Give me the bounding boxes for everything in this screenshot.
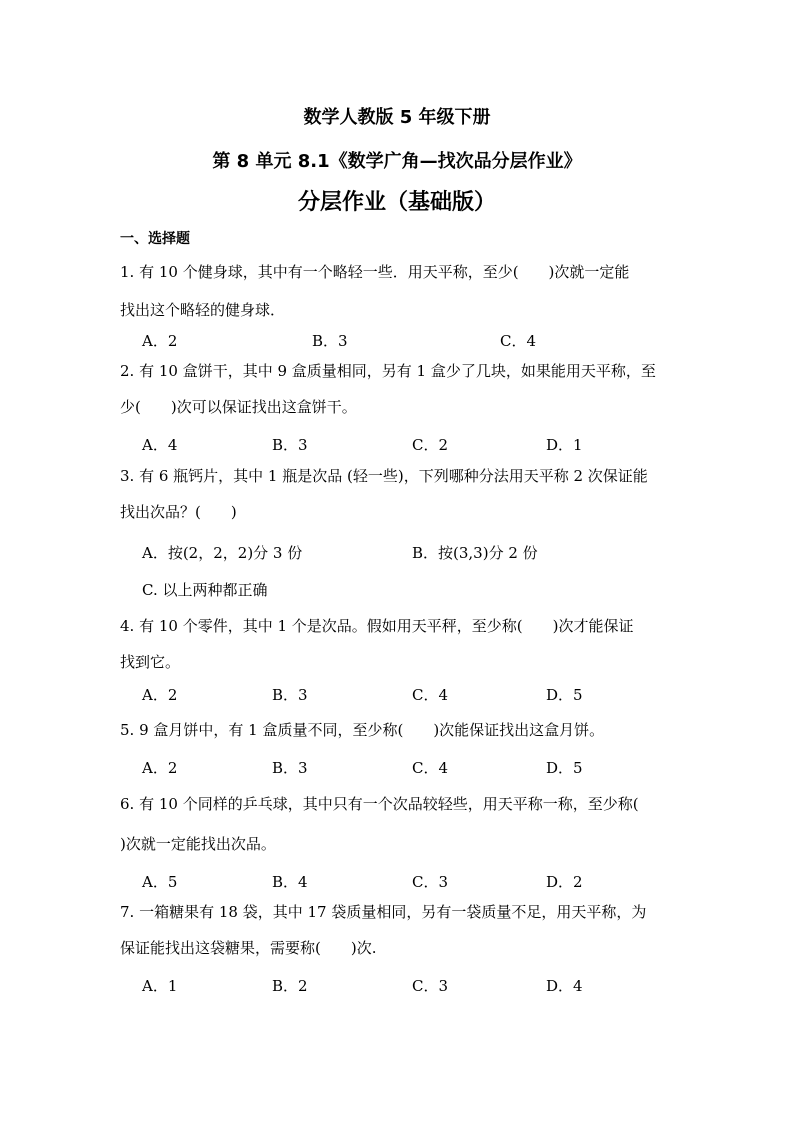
option-b: B．3 (272, 686, 308, 704)
option-a: A．按(2，2，2)分 3 份 (142, 544, 303, 562)
question-text-line: )次就一定能找出次品。 (120, 835, 276, 853)
question-text-line: 6. 有 10 个同样的乒乓球，其中只有一个次品较轻些，用天平称一称，至少称( (120, 795, 639, 813)
section-heading: 一、选择题 (120, 231, 190, 247)
option-c: C．3 (412, 977, 449, 995)
option-b: B．按(3,3)分 2 份 (412, 544, 538, 562)
option-b: B．3 (312, 332, 348, 350)
option-a: A．2 (142, 332, 178, 350)
question-text-line: 5. 9 盒月饼中，有 1 盒质量不同，至少称( )次能保证找出这盒月饼。 (120, 721, 605, 739)
question-text-line: 保证能找出这袋糖果，需要称( )次. (120, 939, 377, 957)
question-text-line: 3. 有 6 瓶钙片，其中 1 瓶是次品 (轻一些)，下列哪种分法用天平称 2 次保证能 (120, 467, 648, 485)
option-a: A．2 (142, 759, 178, 777)
option-d: D．4 (546, 977, 583, 995)
question-text-line: 2. 有 10 盒饼干，其中 9 盒质量相同，另有 1 盒少了几块，如果能用天平称，至 (120, 362, 656, 380)
option-d: D．5 (546, 759, 583, 777)
option-c: C．4 (412, 686, 449, 704)
question-text-line: 1. 有 10 个健身球，其中有一个略轻一些．用天平称，至少( )次就一定能 (120, 263, 630, 281)
question-text-line: 找到它。 (120, 653, 181, 671)
option-c: C. 以上两种都正确 (142, 581, 268, 599)
option-a: A．4 (142, 436, 178, 454)
question-text-line: 7. 一箱糖果有 18 袋，其中 17 袋质量相同，另有一袋质量不足，用天平称，为 (120, 903, 647, 921)
option-d: D．1 (546, 436, 583, 454)
option-b: B．3 (272, 759, 308, 777)
document-title: 数学人教版 5 年级下册 (303, 107, 491, 128)
worksheet-title: 分层作业（基础版） (297, 190, 496, 215)
option-a: A．1 (142, 977, 178, 995)
option-c: C．4 (412, 759, 449, 777)
option-c: C．2 (412, 436, 449, 454)
option-b: B．3 (272, 436, 308, 454)
question-text-line: 4. 有 10 个零件，其中 1 个是次品。假如用天平秤，至少称( )次才能保证 (120, 617, 634, 635)
option-b: B．2 (272, 977, 308, 995)
question-text-line: 找出这个略轻的健身球． (120, 301, 286, 319)
option-c: C．4 (500, 332, 537, 350)
question-text-line: 少( )次可以保证找出这盒饼干。 (120, 398, 357, 416)
option-a: A．2 (142, 686, 178, 704)
option-a: A．5 (142, 873, 178, 891)
option-d: D．5 (546, 686, 583, 704)
question-text-line: 找出次品？( ) (120, 503, 237, 521)
option-c: C．3 (412, 873, 449, 891)
option-d: D．2 (546, 873, 583, 891)
option-b: B．4 (272, 873, 308, 891)
unit-title: 第 8 单元 8.1《数学广角—找次品分层作业》 (212, 151, 582, 172)
